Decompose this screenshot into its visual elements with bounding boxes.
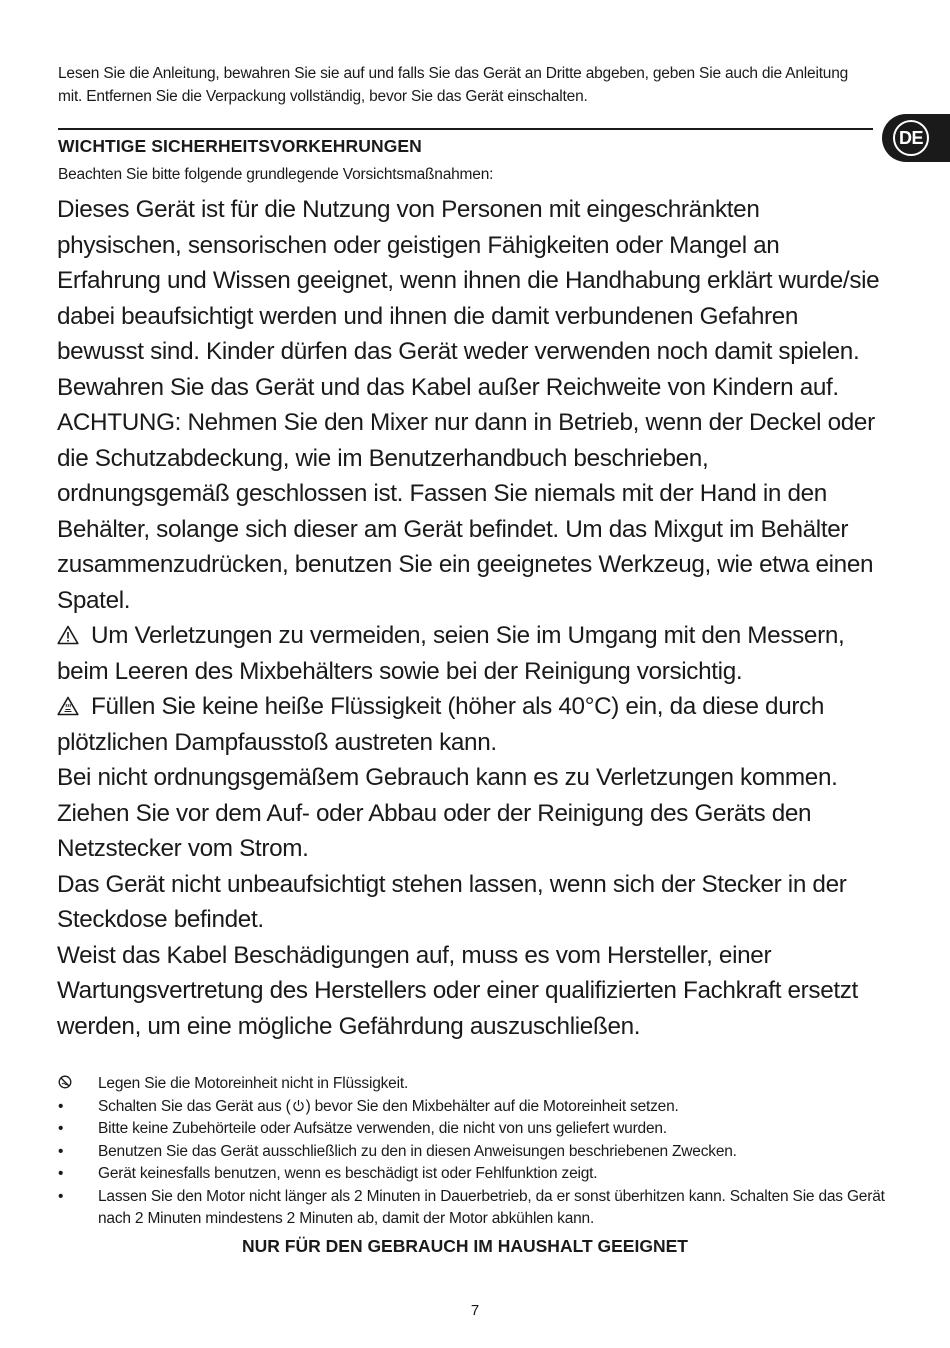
bullet: • (58, 1097, 64, 1115)
paragraph-cable: Weist das Kabel Beschädigungen auf, muss es vom Hersteller, einer Wartungsvertretung des Herstellers oder einer qualifizierten Fachkraft ersetzt werden, um eine mögliche Gefährdung auszuschließen. (57, 941, 858, 1040)
bullet: • (58, 1120, 64, 1137)
power-icon (292, 1099, 305, 1112)
bullet: • (58, 1142, 64, 1160)
list-item-text: Lassen Sie den Motor nicht länger als 2 Minuten in Dauerbetrieb, da er sonst überhitzen kann. Schalten Sie das Gerät nach 2 Minuten mindestens 2 Minuten ab, damit der Motor abkühlen kann. (98, 1187, 885, 1227)
paragraph-blades (57, 618, 887, 689)
list-item (58, 1118, 898, 1141)
list-item-text-cont: ) bevor Sie den Mixbehälter auf die Motoreinheit setzen. (305, 1097, 679, 1115)
bullet: • (58, 1165, 64, 1182)
list-item (58, 1096, 898, 1119)
no-immersion-icon (58, 1075, 72, 1089)
paragraph-misuse: Bei nicht ordnungsgemäßem Gebrauch kann es zu Verletzungen kommen. Ziehen Sie vor dem Auf- oder Abbau oder der Reinigung des Geräts den Netzstecker vom Strom. (57, 764, 838, 862)
paragraph-blades-text: Um Verletzungen zu vermeiden, seien Sie im Umgang mit den Messern, beim Leeren des Mixbehälters sowie bei der Reinigung vorsichtig. (57, 622, 845, 685)
precautions-list (58, 1073, 898, 1231)
safety-instructions (57, 192, 887, 1044)
household-use-notice: NUR FÜR DEN GEBRAUCH IM HAUSHALT GEEIGNET (242, 1236, 688, 1256)
section-subheading: Beachten Sie bitte folgende grundlegende Vorsichtsmaßnahmen: (58, 166, 494, 183)
section-divider (58, 128, 873, 130)
language-tab (882, 114, 950, 162)
paragraph-hot-liquid (57, 689, 887, 760)
paragraph-unattended: Das Gerät nicht unbeaufsichtigt stehen lassen, wenn sich der Stecker in der Steckdose befindet. (57, 870, 847, 933)
list-item-text: Legen Sie die Motoreinheit nicht in Flüssigkeit. (98, 1075, 409, 1092)
page-number: 7 (470, 1302, 480, 1319)
list-item-text: Schalten Sie das Gerät aus ( (98, 1097, 291, 1115)
hot-warning-triangle-icon (57, 696, 79, 716)
list-item (58, 1163, 898, 1186)
warning-triangle-icon (57, 625, 79, 645)
list-item-text: Benutzen Sie das Gerät ausschließlich zu den in diesen Anweisungen beschriebenen Zwecken. (98, 1142, 737, 1160)
paragraph-users: Dieses Gerät ist für die Nutzung von Personen mit eingeschränkten physischen, sensorischen oder geistigen Fähigkeiten oder Mangel an Erfahrung und Wissen geeignet, wenn ihnen die Handhabung erklärt wurde/sie dabei beaufsichtigt werden und ihnen die damit verbundenen Gefahren bewusst sind. Kinder dürfen das Gerät weder verwenden noch damit spielen. Bewahren Sie das Gerät und das Kabel außer Reichweite von Kindern auf. (57, 196, 880, 401)
intro-text: Lesen Sie die Anleitung, bewahren Sie sie auf und falls Sie das Gerät an Dritte abgeben, geben Sie auch die Anleitung mit. Entfernen Sie die Verpackung vollständig, bevor Sie das Gerät einschalten. (58, 65, 849, 105)
section-heading: WICHTIGE SICHERHEITSVORKEHRUNGEN (58, 136, 422, 156)
language-badge-label: DE (893, 120, 929, 156)
paragraph-attention: ACHTUNG: Nehmen Sie den Mixer nur dann in Betrieb, wenn der Deckel oder die Schutzabdeckung, wie im Benutzerhandbuch beschrieben, ordnungsgemäß geschlossen ist. Fassen Sie niemals mit der Hand in den Behälter, solange sich dieser am Gerät befindet. Um das Mixgut im Behälter zusammenzudrücken, benutzen Sie ein geeignetes Werkzeug, wie etwa einen Spatel. (57, 409, 875, 614)
list-item (58, 1073, 898, 1096)
list-item-text: Bitte keine Zubehörteile oder Aufsätze verwenden, die nicht von uns geliefert wurden. (98, 1120, 667, 1137)
paragraph-hot-liquid-text: Füllen Sie keine heiße Flüssigkeit (höher als 40°C) ein, da diese durch plötzlichen Dampfausstoß austreten kann. (57, 693, 825, 756)
list-item (58, 1141, 898, 1164)
list-item (58, 1186, 898, 1231)
list-item-text: Gerät keinesfalls benutzen, wenn es beschädigt ist oder Fehlfunktion zeigt. (98, 1165, 598, 1182)
bullet: • (58, 1187, 64, 1205)
